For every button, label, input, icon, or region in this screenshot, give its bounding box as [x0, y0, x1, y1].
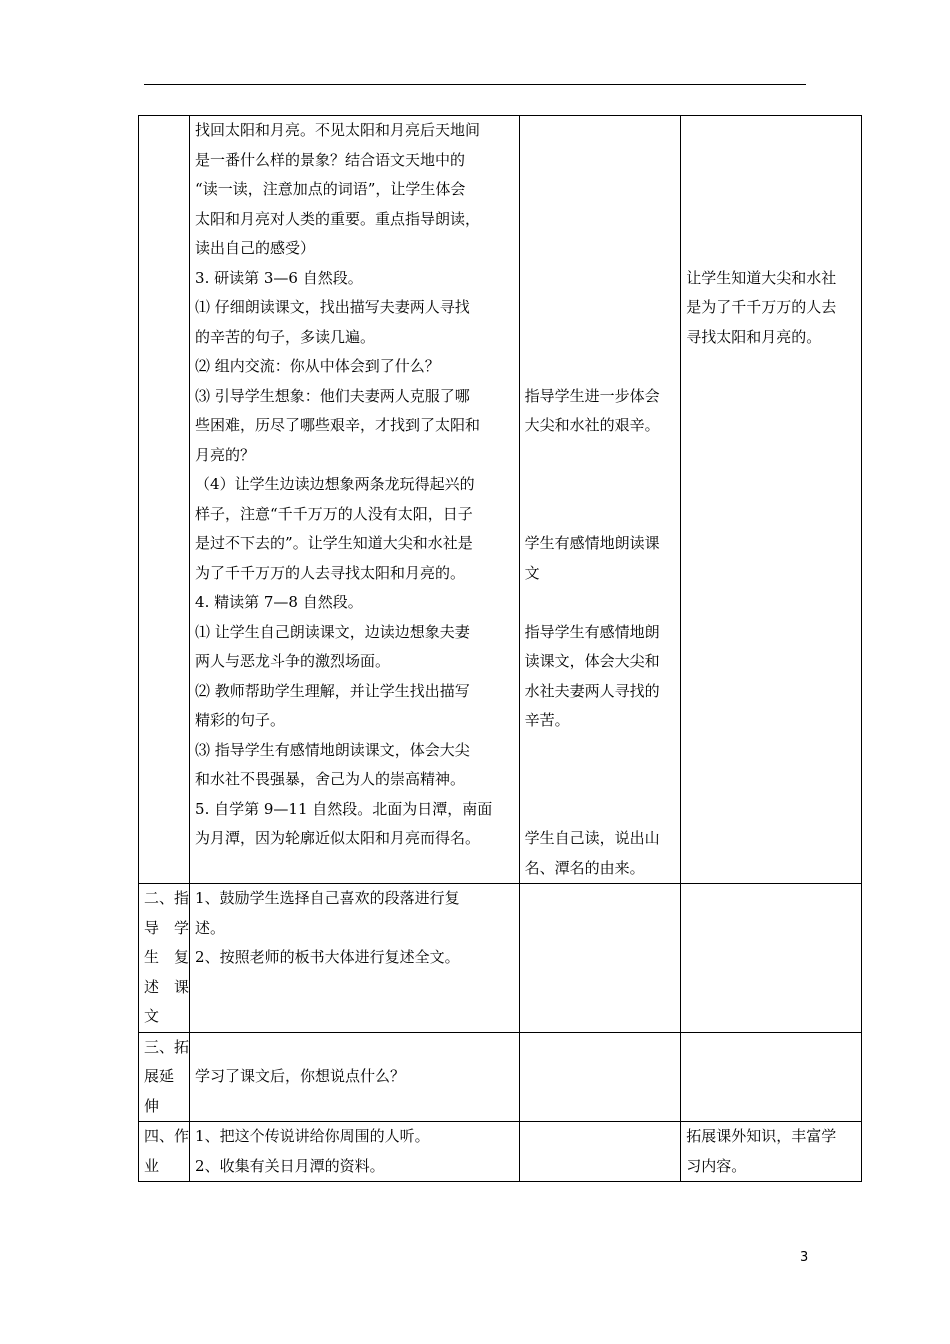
cell-text-line	[525, 441, 676, 471]
header-rule	[144, 84, 806, 85]
table-row	[139, 884, 862, 1033]
cell-text-line: 业	[144, 1156, 160, 1175]
cell-text-line: ⑶ 指导学生有感情地朗读课文，体会大尖	[195, 740, 470, 759]
cell-text-line: 三、拓	[144, 1037, 190, 1056]
cell-text-line: （4）让学生边读边想象两条龙玩得起兴的	[195, 475, 475, 493]
cell-text-line: 精彩的句子。	[195, 711, 286, 729]
cell-text-line: 些困难，历尽了哪些艰辛，才找到了太阳和	[195, 416, 481, 434]
cell-text-line	[525, 205, 676, 235]
cell-text-line	[525, 352, 676, 382]
cell-text-line: 伸	[144, 1096, 160, 1115]
cell-text-line: ⑴ 让学生自己朗读课文，边读边想象夫妻	[195, 622, 470, 641]
cell-text-line: 4. 精读第 7—8 自然段。	[195, 593, 363, 611]
cell-text-line: 两人与恶龙斗争的激烈场面。	[195, 652, 391, 670]
cell-text-line: 展延	[144, 1067, 175, 1085]
cell-text-line	[525, 264, 676, 294]
cell-text-line	[686, 234, 856, 264]
cell-text-line: 文	[524, 563, 540, 582]
cell-text-line	[195, 1033, 514, 1063]
page-number: 3	[800, 1250, 809, 1265]
cell-text-line: ⑴ 仔细朗读课文，找出描写夫妻两人寻找	[195, 298, 470, 316]
cell-text-line: 为月潭，因为轮廓近似太阳和月亮而得名。	[195, 829, 481, 847]
cell-text-line: 为了千千万万的人去寻找太阳和月亮的。	[195, 563, 466, 582]
cell-text-line: 二、指	[144, 889, 190, 907]
cell-text-line	[525, 175, 676, 205]
cell-text-line: ⑵ 组内交流：你从中体会到了什么？	[195, 357, 440, 375]
cell-text-line: 大尖和水社的艰辛。	[524, 416, 660, 434]
design-intent-cell	[681, 1122, 862, 1182]
cell-text-line	[686, 116, 856, 146]
cell-text-line: 1、把这个传说讲给你周围的人听。	[195, 1127, 430, 1145]
teacher-activity-cell	[190, 1032, 520, 1122]
cell-text-line	[525, 234, 676, 264]
cell-text-line: 读出自己的感受）	[195, 239, 316, 257]
cell-text-line: 2、按照老师的板书大体进行复述全文。	[195, 948, 460, 966]
student-activity-cell	[519, 1122, 681, 1182]
student-activity-cell	[519, 116, 681, 884]
lesson-plan-table	[138, 115, 862, 1182]
stage-cell	[139, 1122, 190, 1182]
cell-text-line: 水社夫妻两人寻找的	[524, 681, 660, 700]
cell-text-line: 述。	[195, 918, 226, 937]
teacher-activity-cell	[190, 884, 520, 1033]
cell-text-line: 2、收集有关日月潭的资料。	[195, 1156, 385, 1175]
cell-text-line: 生 复	[144, 948, 190, 966]
cell-text-line: 找回太阳和月亮。不见太阳和月亮后天地间	[195, 121, 481, 139]
cell-text-line	[525, 470, 676, 500]
table-row	[139, 116, 862, 884]
design-intent-cell	[681, 116, 862, 884]
cell-text-line: 习内容。	[686, 1156, 747, 1175]
cell-text-line: 是过不下去的”。让学生知道大尖和水社是	[195, 534, 473, 552]
cell-text-line: 是一番什么样的景象？结合语文天地中的	[195, 150, 466, 169]
teacher-activity-cell	[190, 116, 520, 884]
cell-text-line: 辛苦。	[524, 711, 570, 729]
cell-text-line: 的辛苦的句子，多读几遍。	[195, 327, 376, 346]
cell-text-line: 述 课	[144, 977, 190, 996]
cell-text-line	[525, 293, 676, 323]
cell-text-line: 样子，注意“千千万万的人没有太阳，日子	[195, 504, 473, 523]
design-intent-cell	[681, 884, 862, 1033]
cell-text-line: ⑶ 引导学生想象：他们夫妻两人克服了哪	[195, 386, 470, 405]
cell-text-line: 学习了课文后，你想说点什么？	[195, 1067, 406, 1085]
cell-text-line: 月亮的？	[195, 445, 256, 464]
cell-text-line	[525, 323, 676, 353]
cell-text-line: 让学生知道大尖和水社	[686, 268, 837, 287]
cell-text-line: ⑵ 教师帮助学生理解，并让学生找出描写	[195, 681, 470, 700]
teacher-activity-cell	[190, 1122, 520, 1182]
cell-text-line: 太阳和月亮对人类的重要。重点指导朗读，	[195, 209, 481, 228]
cell-text-line: 名、潭名的由来。	[524, 858, 645, 877]
table-row	[139, 1032, 862, 1122]
stage-cell	[139, 116, 190, 884]
cell-text-line: 读课文，体会大尖和	[524, 652, 660, 670]
student-activity-cell	[519, 884, 681, 1033]
cell-text-line	[686, 175, 856, 205]
cell-text-line	[686, 205, 856, 235]
cell-text-line: 导 学	[144, 918, 190, 937]
table-row	[139, 1122, 862, 1182]
cell-text-line	[525, 765, 676, 795]
stage-cell	[139, 884, 190, 1033]
cell-text-line: 学生自己读，说出山	[524, 829, 660, 847]
cell-text-line	[525, 736, 676, 766]
cell-text-line	[686, 146, 856, 176]
stage-cell	[139, 1032, 190, 1122]
cell-text-line: 寻找太阳和月亮的。	[686, 327, 822, 346]
cell-text-line: 1、鼓励学生选择自己喜欢的段落进行复	[195, 889, 460, 907]
cell-text-line: 5. 自学第 9—11 自然段。北面为日潭，南面	[195, 799, 493, 818]
cell-text-line	[525, 146, 676, 176]
cell-text-line	[525, 795, 676, 825]
cell-text-line: 是为了千千万万的人去	[686, 298, 837, 316]
cell-text-line: 四、作	[144, 1127, 190, 1145]
cell-text-line: 指导学生有感情地朗	[524, 622, 660, 641]
student-activity-cell	[519, 1032, 681, 1122]
cell-text-line: 和水社不畏强暴，舍己为人的崇高精神。	[195, 770, 466, 788]
cell-text-line: 3. 研读第 3—6 自然段。	[195, 268, 363, 287]
cell-text-line: 指导学生进一步体会	[524, 386, 660, 405]
cell-text-line: 学生有感情地朗读课	[524, 534, 660, 552]
cell-text-line	[525, 588, 676, 618]
cell-text-line: 拓展课外知识，丰富学	[686, 1127, 837, 1145]
design-intent-cell	[681, 1032, 862, 1122]
cell-text-line: “读一读，注意加点的词语”，让学生体会	[195, 180, 466, 198]
cell-text-line: 文	[144, 1007, 160, 1025]
cell-text-line	[525, 116, 676, 146]
cell-text-line	[525, 500, 676, 530]
